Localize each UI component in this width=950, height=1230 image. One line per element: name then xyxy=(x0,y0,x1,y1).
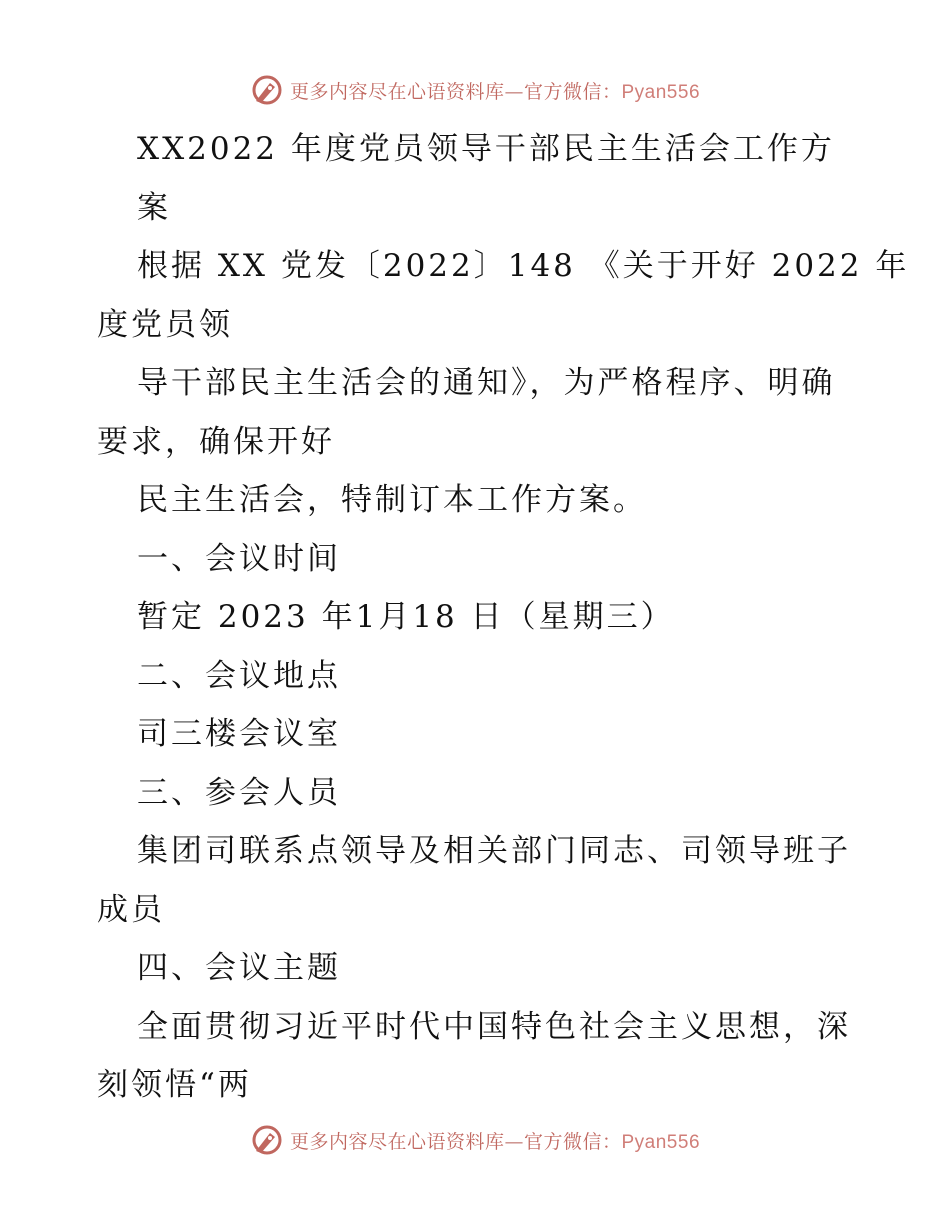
document-line: 一、会议时间 xyxy=(137,540,341,577)
document-line: 导干部民主生活会的通知》，为严格程序、明确 xyxy=(137,365,836,401)
watermark-wechat-id: Pyan556 xyxy=(621,1131,701,1153)
document-line: 度党员领 xyxy=(97,306,233,343)
watermark-site: 更多内容尽在心语资料库 xyxy=(289,80,505,103)
document-line: 民主生活会，特制订本工作方案。 xyxy=(137,482,647,518)
document-line: 成员 xyxy=(97,891,165,928)
document-line: 刻领悟“两 xyxy=(97,1067,252,1103)
document-line: 二、会议地点 xyxy=(137,657,341,694)
document-line: 全面贯彻习近平时代中国特色社会主义思想，深 xyxy=(137,1008,851,1045)
document-line: 三、参会人员 xyxy=(137,774,341,811)
header-watermark xyxy=(0,70,950,110)
document-line: XX2022 年度党员领导干部民主生活会工作方 xyxy=(137,131,835,167)
watermark-wechat-label: 官方微信： xyxy=(523,80,622,103)
document-line: 司三楼会议室 xyxy=(137,716,341,752)
document-line: 根据 XX 党发〔2022〕148 《关于开好 2022 年 xyxy=(137,248,910,284)
document-line: 四、会议主题 xyxy=(137,950,341,986)
footer-watermark xyxy=(0,1120,950,1160)
pen-nib-icon xyxy=(250,73,284,107)
watermark-wechat-id: Pyan556 xyxy=(621,81,701,103)
watermark-wechat-label: 官方微信： xyxy=(523,1130,622,1153)
document-line: 案 xyxy=(137,189,171,226)
document-line: 要求，确保开好 xyxy=(97,423,335,460)
watermark-text xyxy=(290,1127,700,1154)
document-body xyxy=(97,120,910,1115)
document-line: 暂定 2023 年1月18 日（星期三） xyxy=(137,599,675,635)
watermark-separator: — xyxy=(504,80,524,103)
watermark-site: 更多内容尽在心语资料库 xyxy=(289,1130,505,1153)
document-line: 集团司联系点领导及相关部门同志、司领导班子 xyxy=(137,833,851,869)
watermark-text xyxy=(290,77,700,104)
pen-nib-icon xyxy=(250,1123,284,1157)
watermark-separator: — xyxy=(504,1130,524,1153)
